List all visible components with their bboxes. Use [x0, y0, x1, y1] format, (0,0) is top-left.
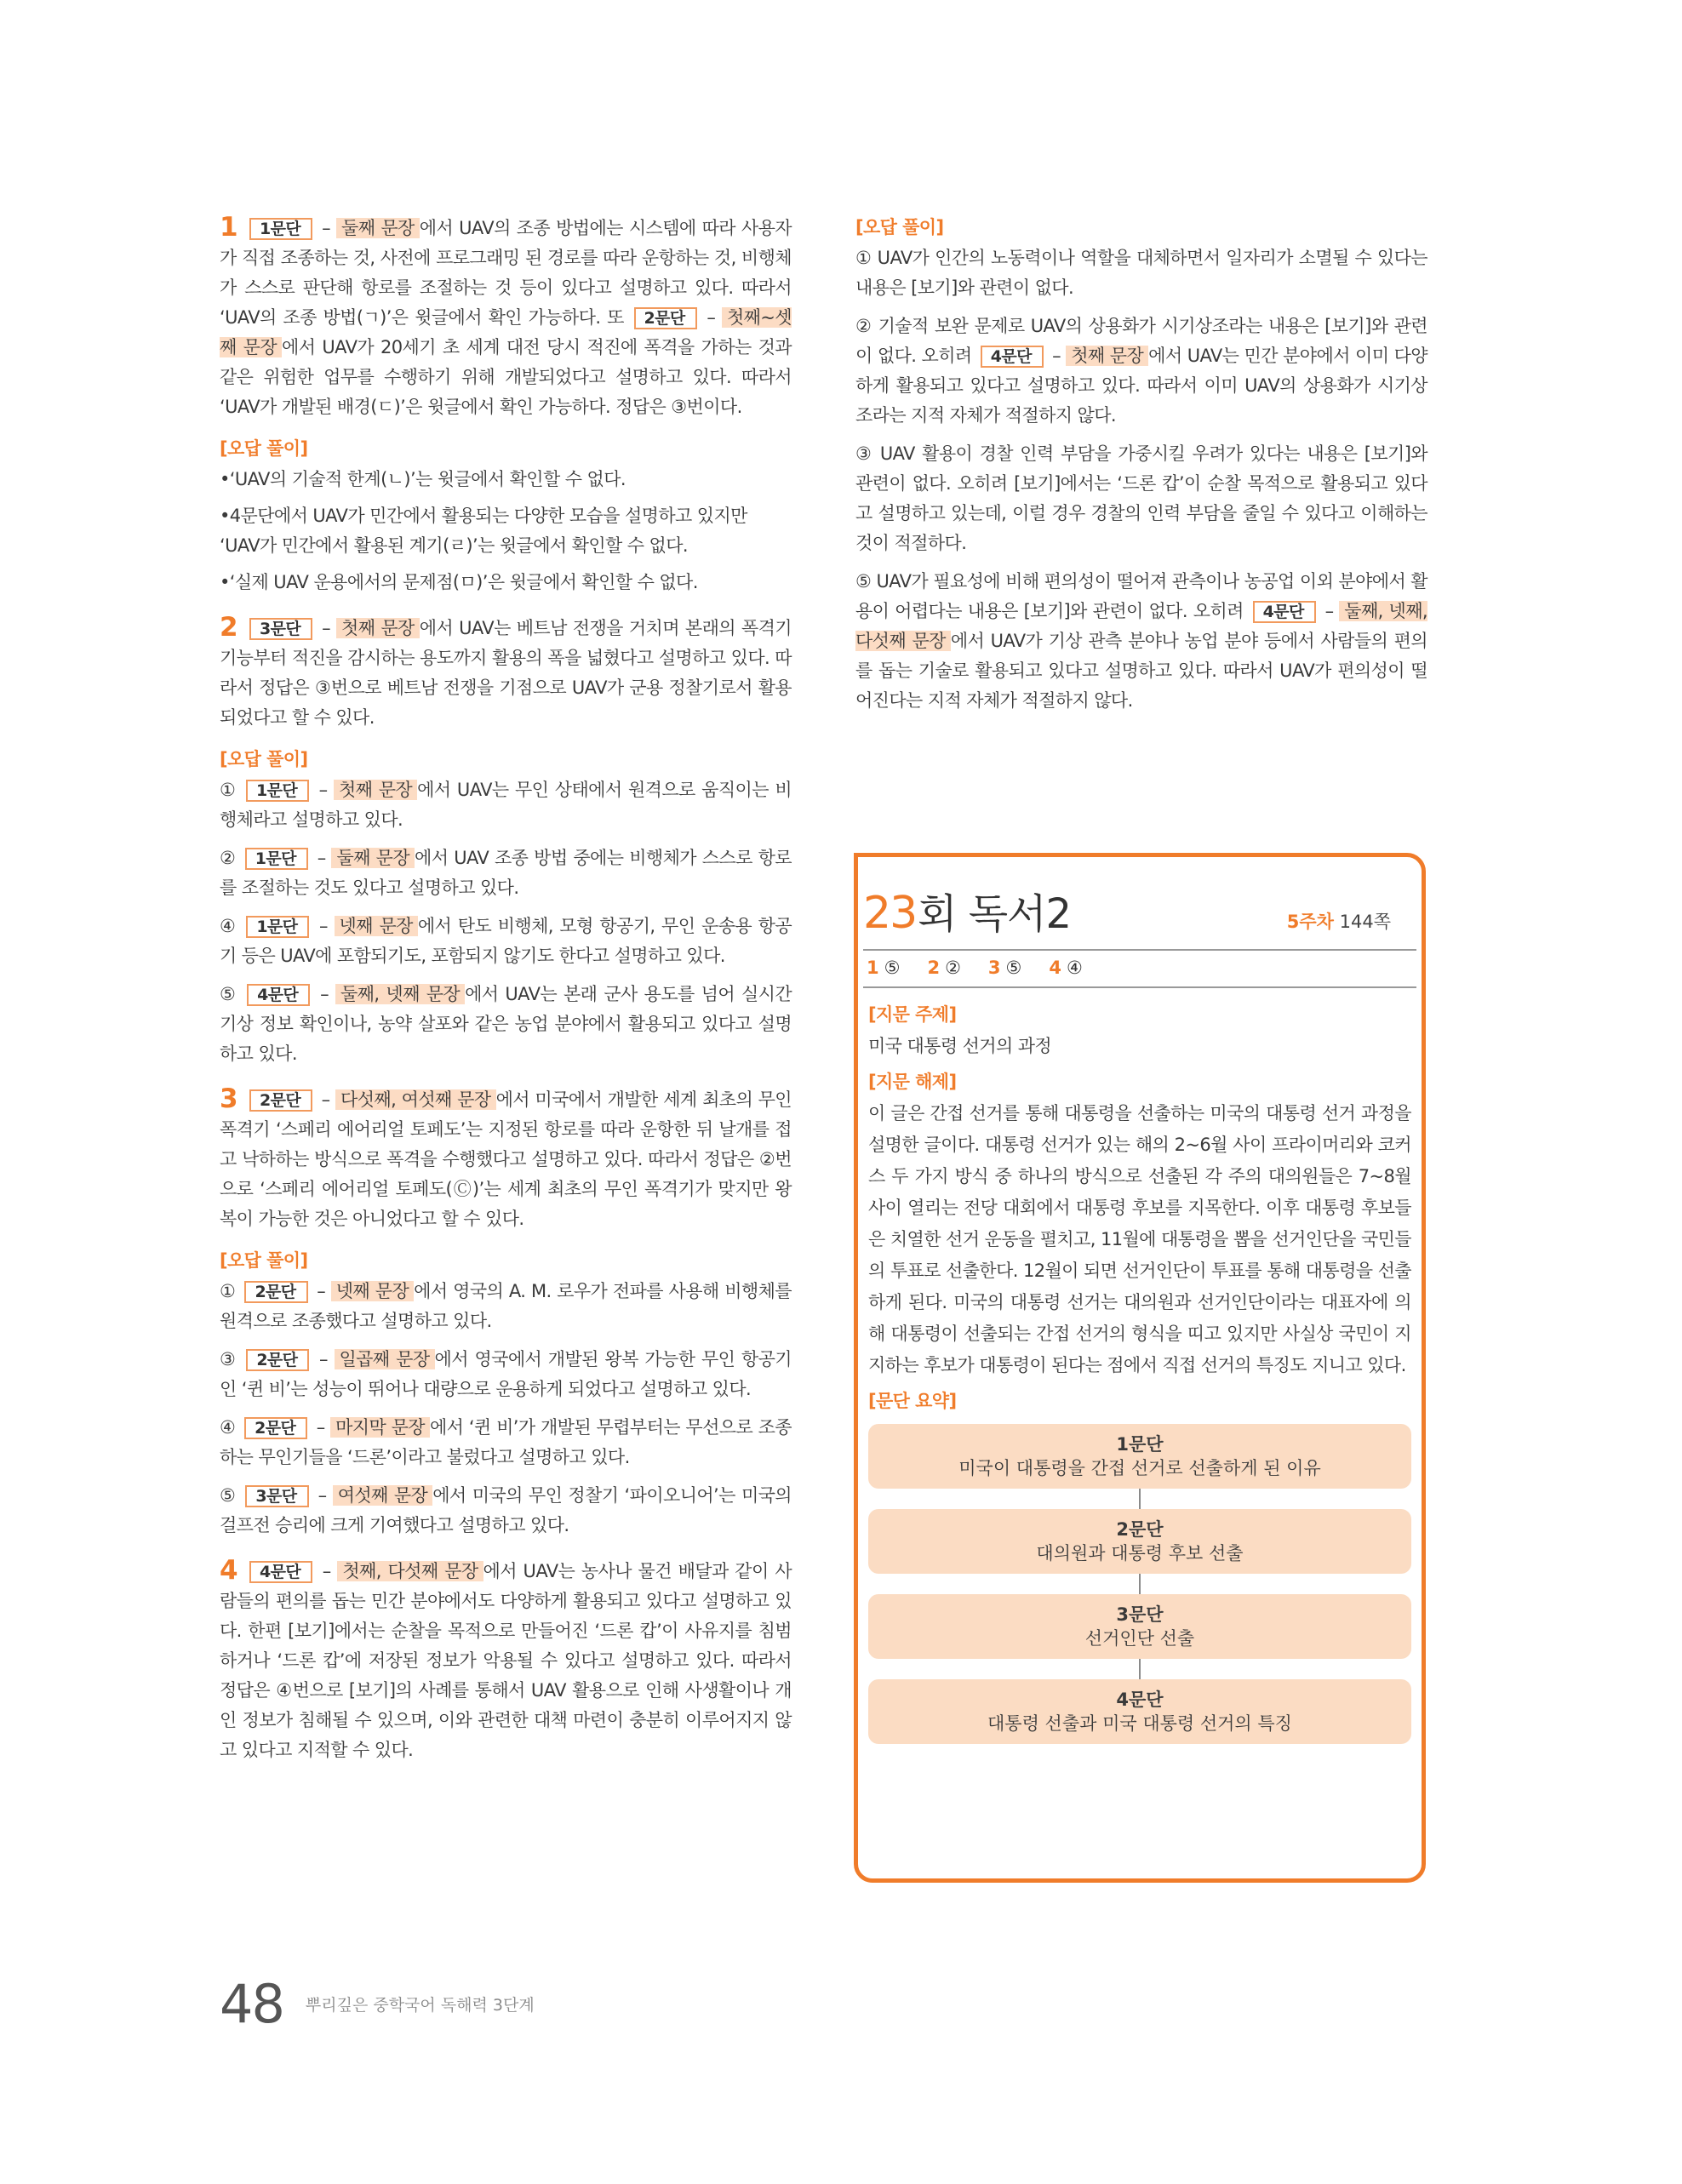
sentence-tag: 일곱째 문장 [335, 1349, 435, 1369]
summary-card-text: 대의원과 대통령 후보 선출 [1036, 1543, 1244, 1564]
list-item: •‘UAV의 기술적 한계(ㄴ)’는 윗글에서 확인할 수 없다. [220, 469, 626, 489]
choice-mark: ③ [220, 1349, 237, 1369]
answer-text: 에서 UAV는 베트남 전쟁을 거치며 본래의 폭격기 기능부터 적진을 감시하는 용도까지 활용의 폭을 넓혔다고 설명하고 있다. 따라서 정답은 ③번으로 베트남 전쟁을 기점으로 UAV가 군용 정찰기로서 활용되었다고 할 수 있다. [220, 618, 792, 728]
sentence-tag: 둘째, 넷째, 다섯째 문장 [855, 601, 1427, 651]
list-item: ③ 2문단 – 일곱째 문장 에서 영국에서 개발된 왕복 가능한 무인 항공기인 ‘퀸 비’는 성능이 뛰어나 대량으로 운용하게 되었다고 설명하고 있다. [220, 1349, 792, 1399]
choice-mark: ① [220, 780, 237, 800]
item-text: 에서 영국에서 개발된 왕복 가능한 무인 항공기인 ‘퀸 비’는 성능이 뛰어나 대량으로 운용하게 되었다고 설명하고 있다. [220, 1349, 792, 1399]
item-text: ② 기술적 보완 문제로 UAV의 상용화가 시기상조라는 내용은 [보기]와 관련이 없다. 오히려 [855, 316, 1427, 366]
flow-connector [1139, 1659, 1141, 1679]
round-number: 23 [863, 888, 917, 939]
box-header [863, 881, 1416, 937]
answer-text: 에서 UAV의 조종 방법에는 시스템에 따라 사용자가 직접 조종하는 것, 사전에 프로그래밍 된 경로를 따라 운항하는 것, 비행체가 스스로 판단해 항로를 조절하는 것 등이 있다고 설명하고 있다. 따라서 ‘UAV의 조종 방법(ㄱ)’은 윗글에서 확인 가능하다. 또 [220, 218, 792, 328]
sentence-tag: 둘째 문장 [336, 218, 420, 238]
paragraph-tag: 2문단 [244, 1417, 307, 1439]
sentence-tag: 첫째 문장 [336, 618, 420, 638]
flow-connector [1139, 1574, 1141, 1594]
page-number: 48 [220, 1973, 283, 2035]
sentence-tag: 첫째~셋째 문장 [220, 307, 792, 357]
list-item: ② 기술적 보완 문제로 UAV의 상용화가 시기상조라는 내용은 [보기]와 관련이 없다. 오히려 4문단 – 첫째 문장 에서 UAV는 민간 분야에서 이미 다양하게 활용되고 있다고 설명하고 있다. 따라서 이미 UAV의 상용화가 시기상조라는 지적 자체가 적절하지 않다. [855, 316, 1427, 426]
page-footer [220, 1973, 535, 2035]
paragraph-tag: 4문단 [981, 346, 1044, 368]
question-number: 4 [220, 1555, 237, 1586]
summary-heading: [문단 요약] [868, 1391, 957, 1411]
paragraph-tag: 4문단 [1253, 601, 1316, 623]
paragraph-tag: 1문단 [249, 218, 312, 240]
summary-card-title: 3문단 [1116, 1604, 1164, 1625]
answer-3: 3 2문단 – 다섯째, 여섯째 문장 에서 미국에서 개발한 세계 최초의 무인 폭격기 ‘스페리 에어리얼 토페도’는 지정된 항로를 따라 운항한 뒤 날개를 접고 낙하하는 방식으로 폭격을 수행했다고 설명하고 있다. 따라서 정답은 ②번으로 ‘스페리 에어리얼 토페도(Ⓒ)’는 세계 최초의 무인 폭격기가 맞지만 왕복이 가능한 것은 아니었다고 할 수 있다. [220, 1083, 792, 1229]
answer-key-value: ⑤ [884, 958, 901, 978]
list-item: ④ 1문단 – 넷째 문장 에서 탄도 비행체, 모형 항공기, 무인 운송용 항공기 등은 UAV에 포함되기도, 포함되지 않기도 한다고 설명하고 있다. [220, 916, 792, 966]
paragraph-tag: 1문단 [245, 848, 308, 870]
answer-text: 에서 UAV는 농사나 물건 배달과 같이 사람들의 편의를 돕는 민간 분야에서도 다양하게 활용되고 있다고 설명하고 있다. 한편 [보기]에서는 순찰을 목적으로 만들어진 ‘드론 캅’이 사유지를 침범하거나 ‘드론 캅’에 저장된 정보가 악용될 수 있다고 설명하고 있다. 따라서 정답은 ④번으로 [보기]의 사례를 통해서 UAV 활용으로 인해 사생활이나 개인 정보가 침해될 수 있으며, 이와 관련한 대책 마련이 충분히 이루어지지 않고 있다고 지적할 수 있다. [220, 1561, 792, 1760]
sentence-tag: 넷째 문장 [331, 1281, 414, 1301]
topic-text: 미국 대통령 선거의 과정 [868, 1036, 1052, 1056]
choice-mark: ① [220, 1281, 236, 1301]
sentence-tag: 첫째, 다섯째 문장 [337, 1561, 483, 1581]
summary-card-text: 대통령 선출과 미국 대통령 선거의 특징 [987, 1713, 1292, 1734]
item-text: 에서 UAV는 본래 군사 용도를 넘어 실시간 기상 정보 확인이나, 농약 살포와 같은 농업 분야에서 활용되고 있다고 설명하고 있다. [220, 984, 792, 1064]
list-item: ⑤ UAV가 필요성에 비해 편의성이 떨어져 관측이나 농공업 이외 분야에서 활용이 어렵다는 내용은 [보기]와 관련이 없다. 오히려 4문단 – 둘째, 넷째, 다섯째 문장 에서 UAV가 기상 관측 분야나 농업 분야 등에서 사람들의 편의를 돕는 기술로 활용되고 있다고 설명하고 있다. 따라서 UAV가 편의성이 떨어진다는 지적 자체가 적절하지 않다. [855, 571, 1427, 711]
item-text: 에서 UAV는 민간 분야에서 이미 다양하게 활용되고 있다고 설명하고 있다. 따라서 이미 UAV의 상용화가 시기상조라는 지적 자체가 적절하지 않다. [855, 346, 1427, 426]
list-item: ② 1문단 – 둘째 문장 에서 UAV 조종 방법 중에는 비행체가 스스로 항로를 조절하는 것도 있다고 설명하고 있다. [220, 848, 792, 898]
list-item: ⑤ 3문단 – 여섯째 문장 에서 미국의 무인 정찰기 ‘파이오니어’는 미국의 걸프전 승리에 크게 기여했다고 설명하고 있다. [220, 1485, 792, 1535]
answer-key-number: 1 [867, 958, 879, 978]
week-label: 5주차 [1286, 912, 1334, 932]
wrong-answer-heading: [오답 풀이] [220, 438, 308, 459]
item-text: 에서 UAV 조종 방법 중에는 비행체가 스스로 항로를 조절하는 것도 있다고 설명하고 있다. [220, 848, 792, 898]
list-item: ③ UAV 활용이 경찰 인력 부담을 가중시킬 우려가 있다는 내용은 [보기]와 관련이 없다. 오히려 [보기]에서는 ‘드론 캅’이 순찰 목적으로 활용되고 있다고 설명하고 있는데, 이럴 경우 경찰의 인력 부담을 줄일 수 있다고 이해하는 것이 적절하다. [855, 443, 1427, 553]
summary-card-text: 선거인단 선출 [1084, 1628, 1195, 1649]
wrong-answer-heading: [오답 풀이] [855, 217, 944, 237]
answer-key-item [988, 958, 1021, 978]
answer-1: 1 1문단 – 둘째 문장 에서 UAV의 조종 방법에는 시스템에 따라 사용자가 직접 조종하는 것, 사전에 프로그래밍 된 경로를 따라 운항하는 것, 비행체가 스스로 판단해 항로를 조절하는 것 등이 있다고 설명하고 있다. 따라서 ‘UAV의 조종 방법(ㄱ)’은 윗글에서 확인 가능하다. 또 2문단 – 첫째~셋째 문장 에서 UAV가 20세기 초 세계 대전 당시 적진에 폭격을 가하는 것과 같은 위험한 업무를 수행하기 위해 개발되었다고 설명하고 있다. 따라서 ‘UAV가 개발된 배경(ㄷ)’은 윗글에서 확인 가능하다. 정답은 ③번이다. [220, 212, 792, 417]
page-reference [1287, 908, 1391, 934]
paragraph-tag: 4문단 [249, 1561, 312, 1583]
choice-mark: ④ [220, 916, 237, 936]
paragraph-tag: 2문단 [244, 1281, 307, 1303]
page-label: 144쪽 [1339, 912, 1391, 932]
answer-key-value: ④ [1066, 958, 1083, 978]
topic-heading: [지문 주제] [868, 1004, 957, 1025]
paragraph-summary-flow [863, 1424, 1416, 1744]
answer-key [863, 951, 1416, 986]
paragraph-tag: 4문단 [247, 984, 310, 1006]
item-text: 에서 UAV는 무인 상태에서 원격으로 움직이는 비행체라고 설명하고 있다. [220, 780, 792, 830]
answer-key-number: 4 [1049, 958, 1061, 978]
answer-key-value: ⑤ [1005, 958, 1022, 978]
list-item: ① 1문단 – 첫째 문장 에서 UAV는 무인 상태에서 원격으로 움직이는 비행체라고 설명하고 있다. [220, 780, 792, 830]
choice-mark: ② [220, 848, 236, 868]
item-text: 에서 ‘퀸 비’가 개발된 무렵부터는 무선으로 조종하는 무인기들을 ‘드론’이라고 불렀다고 설명하고 있다. [220, 1417, 792, 1467]
paragraph-tag: 2문단 [249, 1089, 312, 1112]
wrong-answer-heading: [오답 풀이] [220, 1250, 308, 1271]
answer-key-value: ② [945, 958, 961, 978]
item-text: 에서 탄도 비행체, 모형 항공기, 무인 운송용 항공기 등은 UAV에 포함되기도, 포함되지 않기도 한다고 설명하고 있다. [220, 916, 792, 966]
paragraph-tag: 2문단 [634, 307, 697, 329]
answer-key-number: 2 [927, 958, 941, 978]
answer-4: 4 4문단 – 첫째, 다섯째 문장 에서 UAV는 농사나 물건 배달과 같이 사람들의 편의를 돕는 민간 분야에서도 다양하게 활용되고 있다고 설명하고 있다. 한편 [보기]에서는 순찰을 목적으로 만들어진 ‘드론 캅’이 사유지를 침범하거나 ‘드론 캅’에 저장된 정보가 악용될 수 있다고 설명하고 있다. 따라서 정답은 ④번으로 [보기]의 사례를 통해서 UAV 활용으로 인해 사생활이나 개인 정보가 침해될 수 있으며, 이와 관련한 대책 마련이 충분히 이루어지지 않고 있다고 지적할 수 있다. [220, 1555, 792, 1760]
paragraph-tag: 2문단 [246, 1349, 309, 1371]
left-column [220, 213, 792, 1777]
answer-text: 에서 미국에서 개발한 세계 최초의 무인 폭격기 ‘스페리 에어리얼 토페도’는 지정된 항로를 따라 운항한 뒤 날개를 접고 낙하하는 방식으로 폭격을 수행했다고 설명하고 있다. 따라서 정답은 ②번으로 ‘스페리 에어리얼 토페도(Ⓒ)’는 세계 최초의 무인 폭격기가 맞지만 왕복이 가능한 것은 아니었다고 할 수 있다. [220, 1089, 792, 1229]
answer-2: 2 3문단 – 첫째 문장 에서 UAV는 베트남 전쟁을 거치며 본래의 폭격기 기능부터 적진을 감시하는 용도까지 활용의 폭을 넓혔다고 설명하고 있다. 따라서 정답은 ③번으로 베트남 전쟁을 기점으로 UAV가 군용 정찰기로서 활용되었다고 할 수 있다. [220, 612, 792, 728]
sentence-tag: 다섯째, 여섯째 문장 [335, 1089, 496, 1110]
item-text: ⑤ UAV가 필요성에 비해 편의성이 떨어져 관측이나 농공업 이외 분야에서 활용이 어렵다는 내용은 [보기]와 관련이 없다. 오히려 [855, 571, 1427, 621]
analysis-text: 이 글은 간접 선거를 통해 대통령을 선출하는 미국의 대통령 선거 과정을 설명한 글이다. 대통령 선거가 있는 해의 2~6월 사이 프라이머리와 코커스 두 가지 방식 중 하나의 방식으로 선출된 각 주의 대의원들은 7~8월 사이 열리는 전당 대회에서 대통령 후보를 지목한다. 이후 대통령 후보들은 치열한 선거 운동을 펼치고, 11월에 대통령을 뽑을 선거인단을 국민들의 투표로 선출한다. 12월이 되면 선거인단이 투표를 통해 대통령을 선출하게 된다. 미국의 대통령 선거는 대의원과 선거인단이라는 대표자에 의해 대통령이 선출되는 간접 선거의 형식을 띠고 있지만 사실상 국민이 지지하는 후보가 대통령이 된다는 점에서 직접 선거의 특징도 지니고 있다. [868, 1103, 1411, 1375]
item-text: 에서 영국의 A. M. 로우가 전파를 사용해 비행체를 원격으로 조종했다고 설명하고 있다. [220, 1281, 792, 1331]
box-body [863, 1000, 1416, 1415]
box-title: 회 독서2 [918, 890, 1072, 938]
item-text: 에서 미국의 무인 정찰기 ‘파이오니어’는 미국의 걸프전 승리에 크게 기여했다고 설명하고 있다. [220, 1485, 792, 1535]
sentence-tag: 둘째 문장 [331, 848, 415, 868]
analysis-heading: [지문 해제] [868, 1072, 957, 1092]
choice-mark: ⑤ [220, 1485, 237, 1506]
summary-card [868, 1509, 1411, 1574]
summary-card [868, 1424, 1411, 1489]
answer-text: 에서 UAV가 20세기 초 세계 대전 당시 적진에 폭격을 가하는 것과 같은 위험한 업무를 수행하기 위해 개발되었다고 설명하고 있다. 따라서 ‘UAV가 개발된 배경(ㄷ)’은 윗글에서 확인 가능하다. 정답은 ③번이다. [220, 337, 792, 417]
sentence-tag: 넷째 문장 [335, 916, 418, 936]
list-item: ④ 2문단 – 마지막 문장 에서 ‘퀸 비’가 개발된 무렵부터는 무선으로 조종하는 무인기들을 ‘드론’이라고 불렀다고 설명하고 있다. [220, 1417, 792, 1467]
paragraph-tag: 1문단 [246, 916, 309, 938]
answer-summary-box [854, 853, 1426, 1883]
choice-mark: ⑤ [220, 984, 237, 1004]
answer-key-item [927, 958, 960, 978]
divider [863, 986, 1416, 988]
answer-key-item [867, 958, 900, 978]
summary-card-title: 4문단 [1116, 1689, 1164, 1710]
summary-card [868, 1679, 1411, 1744]
summary-card-title: 1문단 [1116, 1434, 1164, 1455]
list-item: ① 2문단 – 넷째 문장 에서 영국의 A. M. 로우가 전파를 사용해 비행체를 원격으로 조종했다고 설명하고 있다. [220, 1281, 792, 1331]
answer-key-number: 3 [987, 958, 1001, 978]
sentence-tag: 첫째 문장 [334, 780, 417, 800]
answer-key-item [1049, 958, 1082, 978]
question-number: 2 [220, 612, 237, 643]
choice-mark: ④ [220, 1417, 236, 1438]
list-item: •4문단에서 UAV가 민간에서 활용되는 다양한 모습을 설명하고 있지만 ‘UAV가 민간에서 활용된 계기(ㄹ)’는 윗글에서 확인할 수 없다. [220, 506, 747, 556]
list-item: ⑤ 4문단 – 둘째, 넷째 문장 에서 UAV는 본래 군사 용도를 넘어 실시간 기상 정보 확인이나, 농약 살포와 같은 농업 분야에서 활용되고 있다고 설명하고 있다. [220, 984, 792, 1064]
item-text: 에서 UAV가 기상 관측 분야나 농업 분야 등에서 사람들의 편의를 돕는 기술로 활용되고 있다고 설명하고 있다. 따라서 UAV가 편의성이 떨어진다는 지적 자체가 적절하지 않다. [855, 631, 1427, 711]
summary-card [868, 1594, 1411, 1659]
paragraph-tag: 1문단 [246, 780, 309, 802]
question-number: 1 [220, 212, 237, 243]
flow-connector [1139, 1489, 1141, 1509]
question-number: 3 [220, 1083, 237, 1114]
list-item: ① UAV가 인간의 노동력이나 역할을 대체하면서 일자리가 소멸될 수 있다는 내용은 [보기]와 관련이 없다. [855, 248, 1427, 298]
sentence-tag: 둘째, 넷째 문장 [335, 984, 465, 1004]
paragraph-tag: 3문단 [245, 1485, 308, 1507]
summary-card-text: 미국이 대통령을 간접 선거로 선출하게 된 이유 [958, 1458, 1321, 1478]
summary-card-title: 2문단 [1116, 1519, 1164, 1540]
wrong-answer-heading: [오답 풀이] [220, 749, 308, 769]
book-title: 뿌리깊은 중학국어 독해력 3단계 [305, 1996, 535, 2015]
list-item: •‘실제 UAV 운용에서의 문제점(ㅁ)’은 윗글에서 확인할 수 없다. [220, 572, 698, 592]
sentence-tag: 마지막 문장 [330, 1417, 430, 1438]
sentence-tag: 여섯째 문장 [333, 1485, 433, 1506]
sentence-tag: 첫째 문장 [1066, 346, 1148, 366]
paragraph-tag: 3문단 [249, 618, 312, 640]
right-column [855, 213, 1427, 724]
